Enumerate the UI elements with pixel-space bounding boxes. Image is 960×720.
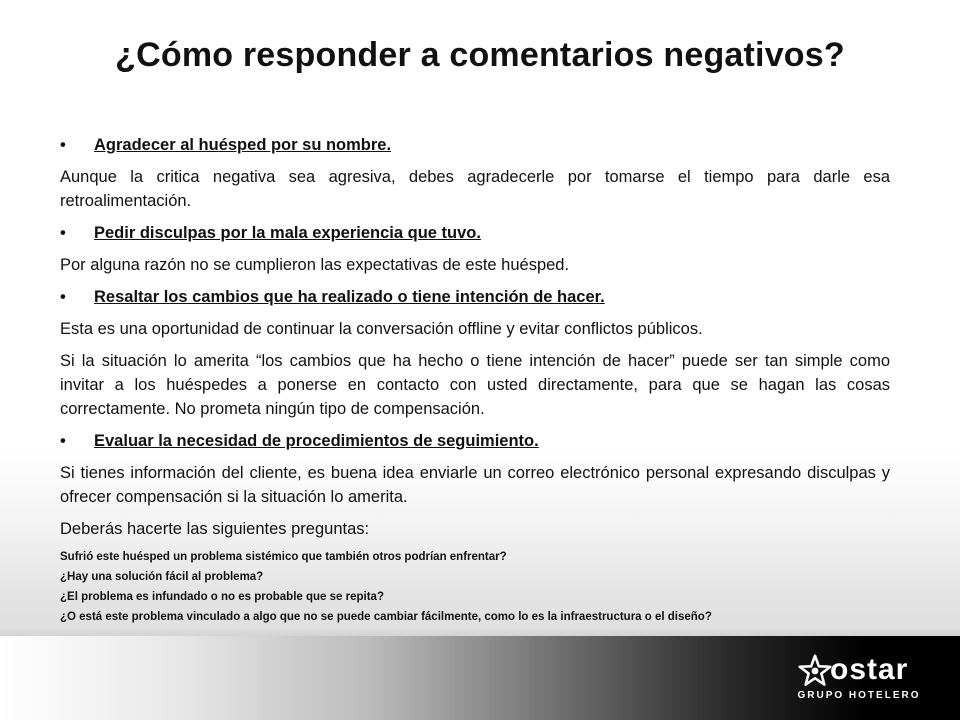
- paragraph: Deberás hacerte las siguientes preguntas:: [60, 520, 370, 538]
- slide-title: ¿Cómo responder a comentarios negativos?: [115, 36, 845, 74]
- paragraph: Esta es una oportunidad de continuar la conversación offline y evitar conflictos públicos.: [60, 320, 703, 338]
- bullet-item: [60, 133, 890, 157]
- bullet-dot: •: [60, 432, 66, 450]
- star-logo-icon: [798, 654, 832, 688]
- bullet-text: Evaluar la necesidad de procedimientos de seguimiento.: [94, 432, 539, 450]
- question-item: ¿Hay una solución fácil al problema?: [60, 571, 264, 583]
- slide-content: [60, 133, 890, 629]
- paragraph: Aunque la critica negativa sea agresiva, debes agradecerle por tomarse el tiempo para darle esa retroalimentación.: [60, 168, 890, 210]
- bullet-item: [60, 429, 890, 453]
- bullet-dot: •: [60, 136, 66, 154]
- question-item: Sufrió este huésped un problema sistémico que también otros podrían enfrentar?: [60, 551, 507, 563]
- logo-subtitle: GRUPO HOTELERO: [797, 690, 921, 701]
- question-item: ¿O está este problema vinculado a algo que no se puede cambiar fácilmente, como lo es la infraestructura o el diseño?: [60, 611, 712, 623]
- paragraph: Por alguna razón no se cumplieron las expectativas de este huésped.: [60, 256, 570, 274]
- paragraph: Si la situación lo amerita “los cambios que ha hecho o tiene intención de hacer” puede ser tan simple como invitar a los huéspedes a ponerse en contacto con usted directamente, para que se hagan las cosas correctamente. No prometa ningún tipo de compensación.: [60, 352, 890, 418]
- question-item: ¿El problema es infundado o no es probable que se repita?: [60, 591, 384, 603]
- paragraph: Si tienes información del cliente, es buena idea enviarle un correo electrónico personal expresando disculpas y ofrecer compensación si la situación lo amerita.: [60, 464, 890, 506]
- bullet-text: Agradecer al huésped por su nombre.: [94, 136, 392, 154]
- brand-logo: [794, 652, 924, 708]
- bullet-text: Pedir disculpas por la mala experiencia que tuvo.: [94, 224, 481, 242]
- bullet-dot: •: [60, 224, 66, 242]
- bullet-dot: •: [60, 288, 66, 306]
- bullet-item: [60, 221, 890, 245]
- bullet-item: [60, 285, 890, 309]
- logo-wordmark: ostar: [830, 653, 909, 686]
- bullet-text: Resaltar los cambios que ha realizado o tiene intención de hacer.: [94, 288, 605, 306]
